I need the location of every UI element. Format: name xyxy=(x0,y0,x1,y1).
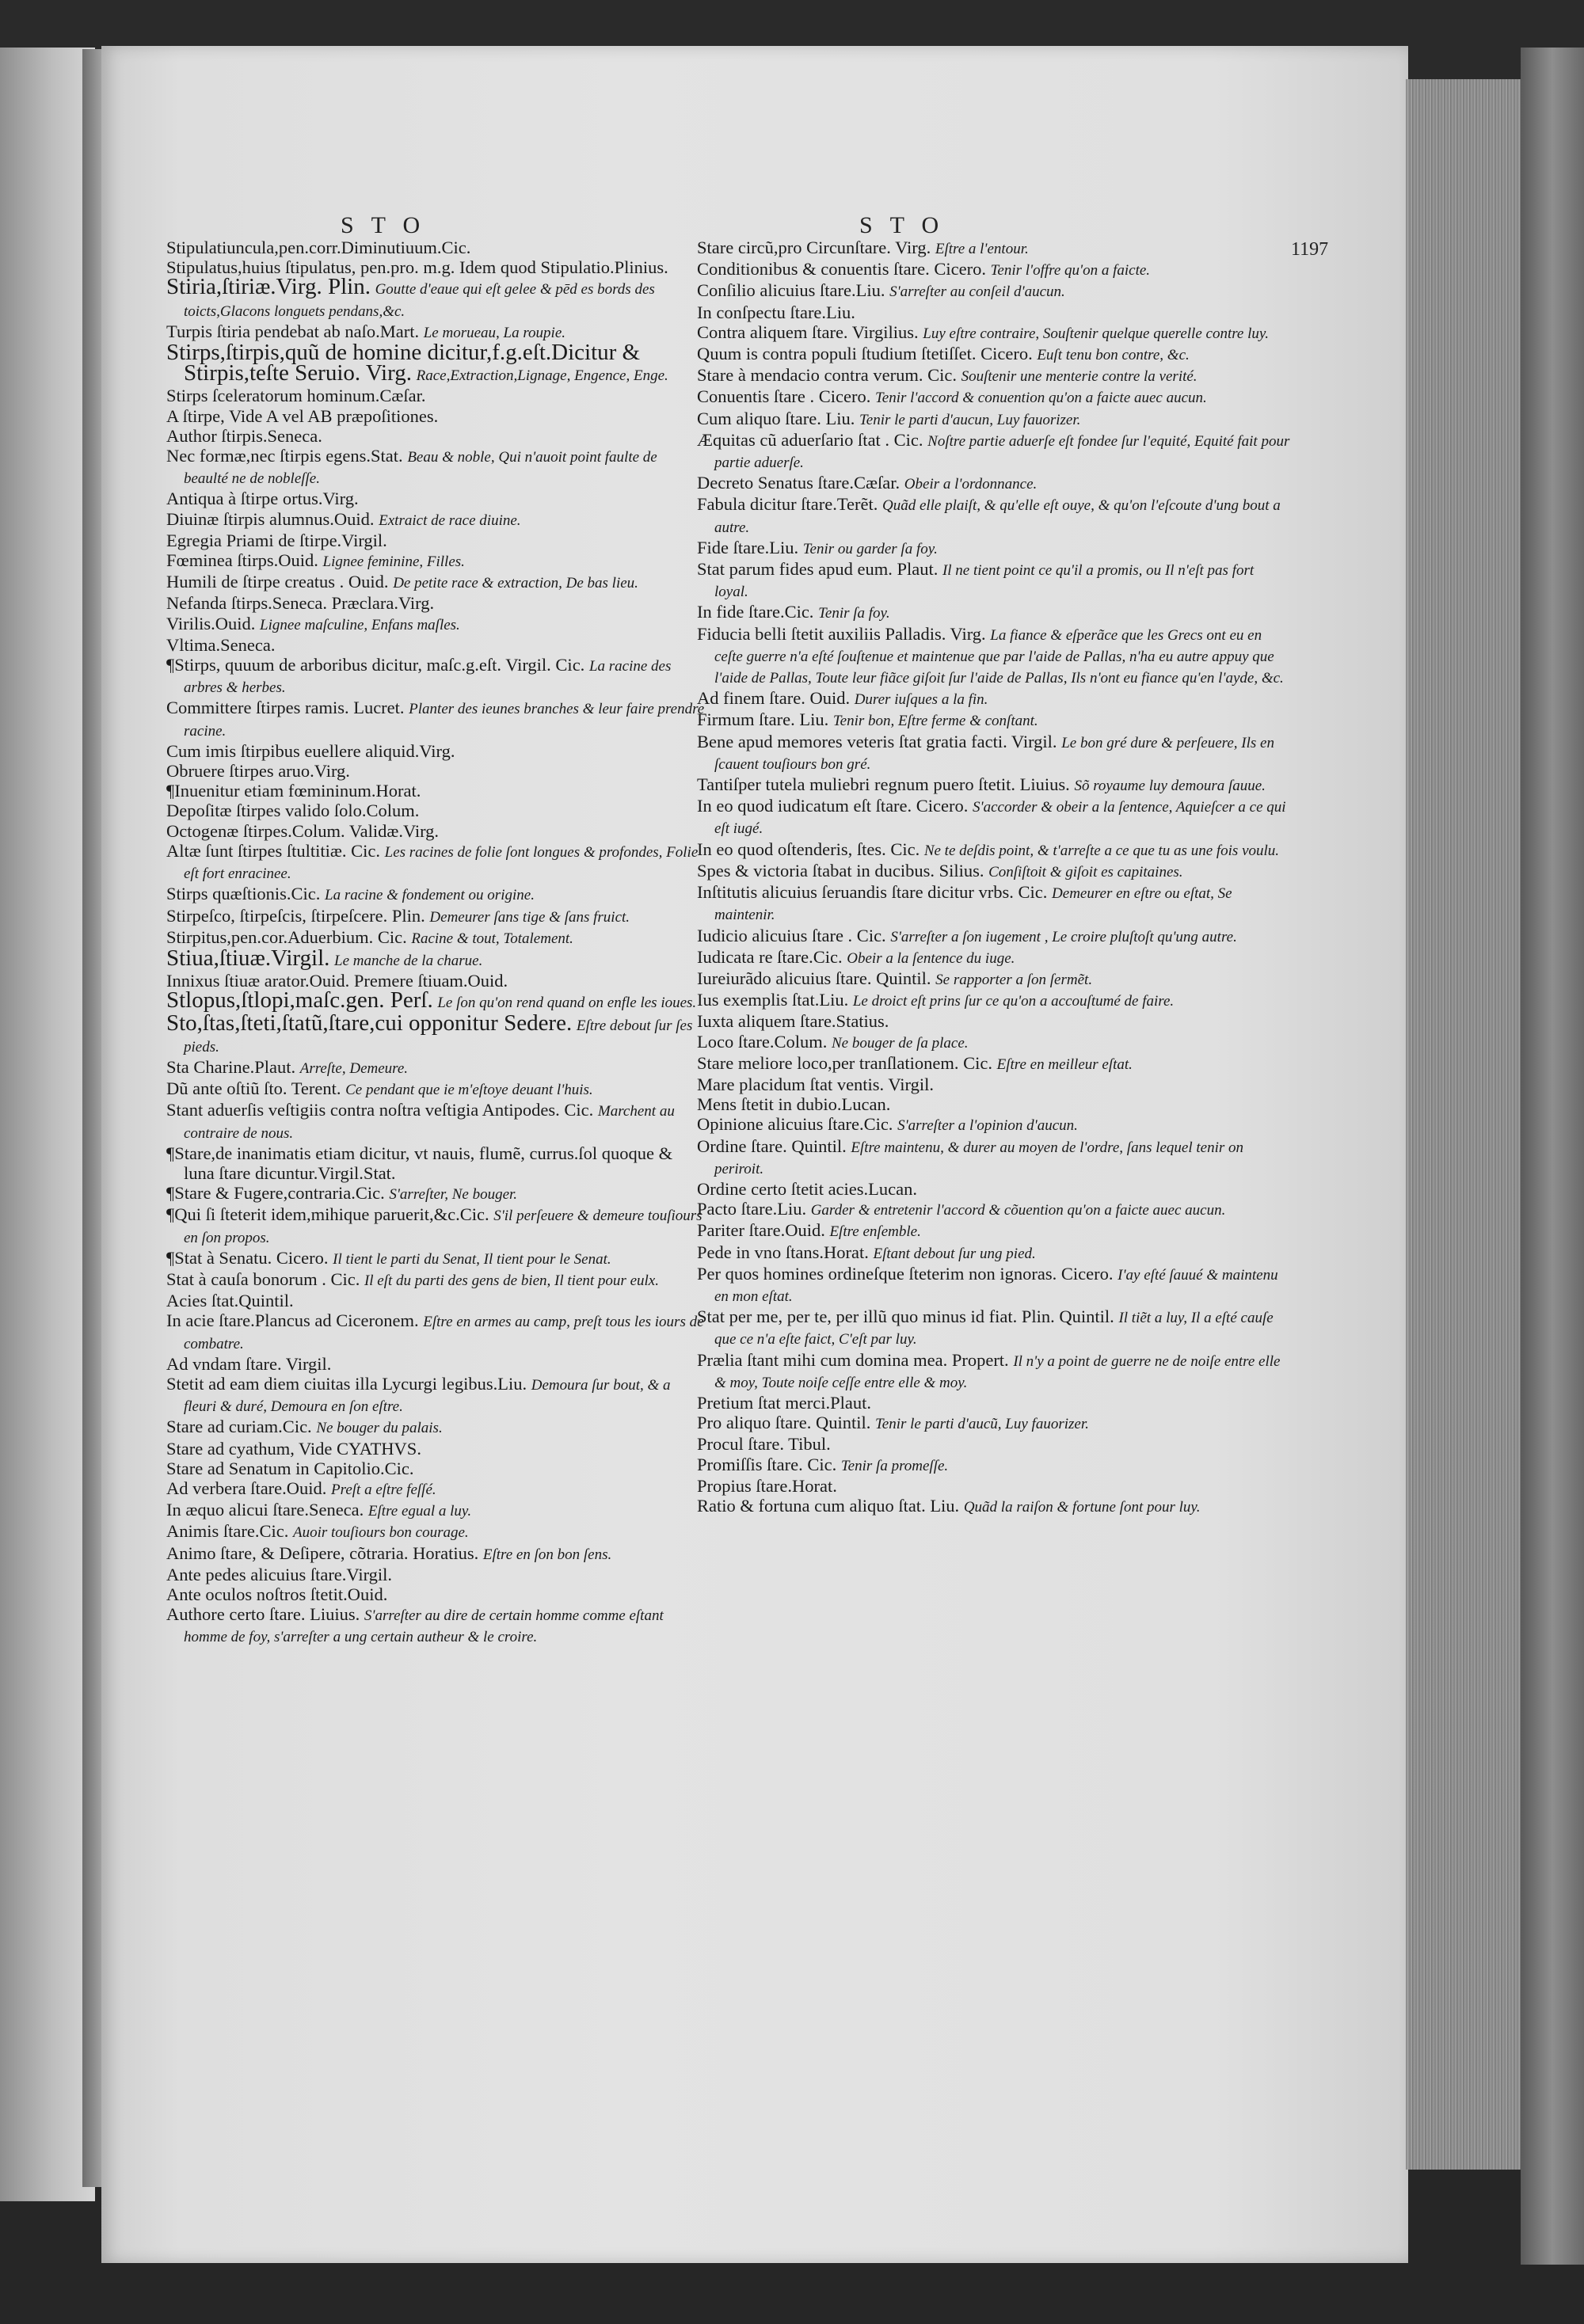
french-gloss: S'arreſter a l'opinion d'aucun. xyxy=(897,1117,1078,1135)
dictionary-entry xyxy=(166,841,705,884)
french-gloss: S'arreſter a ſon iugement , Le croire pluſtoſt qu'ung autre. xyxy=(890,928,1237,945)
latin-text: ¶Inuenitur etiam fœmininum.Horat. xyxy=(166,781,421,801)
dictionary-entry xyxy=(697,1199,1291,1220)
french-gloss: Preſt a eſtre feſſé. xyxy=(331,1481,436,1498)
dictionary-entry xyxy=(166,1500,705,1521)
dictionary-entry xyxy=(166,1584,705,1604)
dictionary-entry xyxy=(697,344,1291,365)
dictionary-entry xyxy=(697,538,1291,559)
french-gloss: Eſtre maintenu, & durer au moyen de l'ordre, ſans lequel tenir on periroit. xyxy=(714,1139,1244,1177)
dictionary-entry xyxy=(697,1075,1291,1094)
latin-text: Pede in vno ſtans.Horat. xyxy=(697,1242,869,1262)
french-gloss: Eſtre en ſon bon ſens. xyxy=(482,1546,612,1563)
dictionary-entry xyxy=(166,1310,705,1353)
latin-text: Stant aduerſis veſtigiis contra noſtra veſtigia Antipodes. Cic. xyxy=(166,1100,594,1120)
french-gloss: Sõ royaume luy demoura ſauue. xyxy=(1074,778,1266,795)
latin-text: Pariter ſtare.Ouid. xyxy=(697,1220,825,1241)
latin-text: Stirps ſceleratorum hominum.Cæſar. xyxy=(166,386,426,406)
french-gloss: S'accorder & obeir a la ſentence, Aquieſcer a ce qui eſt iugé. xyxy=(714,799,1286,838)
dictionary-entry xyxy=(166,274,705,321)
latin-text: Opinione alicuius ſtare.Cic. xyxy=(697,1114,893,1135)
french-gloss: Noſtre partie aduerſe eſt fondee ſur l'equité, Equité fait pour partie aduerſe. xyxy=(714,432,1290,472)
dictionary-entry xyxy=(166,698,705,740)
latin-text: Obruere ſtirpes aruo.Virg. xyxy=(166,761,350,782)
dictionary-entry xyxy=(697,882,1291,925)
dictionary-entry xyxy=(166,655,705,698)
latin-text: Nefanda ſtirps.Seneca. Præclara.Virg. xyxy=(166,593,435,614)
latin-text: Æquitas cũ aduerſario ſtat . Cic. xyxy=(697,429,923,450)
french-gloss: Obeir a l'ordonnance. xyxy=(904,476,1038,493)
latin-text: Sto,ſtas,ſteti,ſtatũ,ſtare,cui opponitur Sedere. xyxy=(166,1010,573,1036)
latin-text: Stipulatiuncula,pen.corr.Diminutiuum.Cic. xyxy=(166,238,471,257)
latin-text: Loco ſtare.Colum. xyxy=(697,1031,828,1052)
latin-text: Mare placidum ſtat ventis. Virgil. xyxy=(697,1074,935,1094)
latin-text: Innixus ſtiuæ arator.Ouid. Premere ſtiuam.Ouid. xyxy=(166,971,508,991)
latin-text: Humili de ſtirpe creatus . Ouid. xyxy=(166,572,389,592)
french-gloss: Le droict eſt prins ſur ce qu'on a accouſtumé de faire. xyxy=(852,993,1175,1010)
dictionary-entry xyxy=(166,821,705,841)
facing-page-edge xyxy=(0,48,95,2201)
french-gloss: Ne bouger de ſa place. xyxy=(831,1034,969,1052)
latin-text: Stirpeſco, ſtirpeſcis, ſtirpeſcere. Plin. xyxy=(166,905,425,926)
latin-text: In conſpectu ſtare.Liu. xyxy=(697,302,855,322)
dictionary-entry xyxy=(166,340,705,386)
french-gloss: Tenir ſa foy. xyxy=(818,605,890,622)
latin-text: Decreto Senatus ſtare.Cæſar. xyxy=(697,473,901,493)
latin-text: Ante pedes alicuius ſtare.Virgil. xyxy=(166,1564,393,1584)
dictionary-entry xyxy=(697,302,1291,322)
dictionary-entry xyxy=(697,1011,1291,1031)
french-gloss: La racine & fondement ou origine. xyxy=(325,887,535,904)
dictionary-entry xyxy=(166,884,705,905)
latin-text: Fiducia belli ſtetit auxiliis Palladis. Virg. xyxy=(697,623,986,644)
latin-text: Iudicio alicuius ſtare . Cic. xyxy=(697,925,886,945)
dictionary-entry xyxy=(166,1374,705,1417)
dictionary-entry xyxy=(166,550,705,572)
latin-text: Iureiurãdo alicuius ſtare. Quintil. xyxy=(697,968,931,988)
dictionary-entry xyxy=(166,489,705,508)
latin-text: Iudicata re ſtare.Cic. xyxy=(697,946,843,967)
latin-text: Sta Charine.Plaut. xyxy=(166,1056,296,1077)
french-gloss: Souſtenir une menterie contre la verité. xyxy=(961,368,1198,386)
latin-text: Mens ſtetit in dubio.Lucan. xyxy=(697,1094,891,1115)
latin-text: Bene apud memores veteris ſtat gratia facti. Virgil. xyxy=(697,731,1057,751)
dictionary-entry xyxy=(166,1439,705,1459)
latin-text: In eo quod iudicatum eſt ſtare. Cicero. xyxy=(697,796,969,816)
dictionary-entry xyxy=(697,280,1291,302)
dictionary-entry xyxy=(697,386,1291,408)
page-edges xyxy=(1406,79,1525,2170)
latin-text: ¶Qui ſi ſteterit idem,mihique paruerit,&c.Cic. xyxy=(166,1204,489,1225)
latin-text: Iuxta aliquem ſtare.Statius. xyxy=(697,1011,889,1032)
french-gloss: Le ſon qu'on rend quand on enfle les ioues. xyxy=(437,995,697,1012)
french-gloss: S'arreſter au dire de certain homme comme eſtant homme de foy, s'arreſter a ung certain autheur & le croire. xyxy=(184,1607,664,1646)
latin-text: Egregia Priami de ſtirpe.Virgil. xyxy=(166,530,387,550)
latin-text: Stiua,ſtiuæ.Virgil. xyxy=(166,945,330,971)
french-gloss: S'il perſeuere & demeure touſiours en ſon propos. xyxy=(184,1208,703,1246)
french-gloss: Le manche de la charue. xyxy=(334,952,483,969)
dictionary-entry xyxy=(697,602,1291,623)
dictionary-entry xyxy=(166,406,705,426)
latin-text: Stetit ad eam diem ciuitas illa Lycurgi legibus.Liu. xyxy=(166,1373,527,1394)
running-head-left: STO xyxy=(341,212,438,238)
french-gloss: Eſtre en meilleur eſtat. xyxy=(996,1055,1133,1073)
french-gloss: Durer iuſques a la fin. xyxy=(854,691,988,709)
french-gloss: Le morueau, La roupie. xyxy=(423,324,566,341)
latin-text: Stat parum fides apud eum. Plaut. xyxy=(697,559,939,580)
dictionary-entry xyxy=(166,1183,705,1204)
french-gloss: Il n'y a point de guerre ne de noiſe entre elle & moy, Toute noiſe ceſſe entre elle & moy. xyxy=(714,1352,1281,1391)
dictionary-entry xyxy=(166,572,705,593)
dictionary-entry xyxy=(697,1307,1291,1349)
dictionary-entry xyxy=(166,238,705,257)
latin-text: Stirps,ſtirpis,quũ de homine dicitur,f.g.eſt.Dicitur & Stirpis,teſte Seruio. Virg. xyxy=(166,340,641,386)
dictionary-entry xyxy=(697,1455,1291,1476)
latin-text: Author ſtirpis.Seneca. xyxy=(166,425,322,446)
latin-text: Cum imis ſtirpibus euellere aliquid.Virg. xyxy=(166,740,455,761)
french-gloss: Beau & noble, Qui n'auoit point faulte de beaulté ne de nobleſſe. xyxy=(184,449,657,488)
latin-text: Procul ſtare. Tibul. xyxy=(697,1434,831,1455)
dictionary-entry xyxy=(166,781,705,801)
dictionary-entry xyxy=(697,365,1291,386)
latin-text: Stirps quæſtionis.Cic. xyxy=(166,884,321,904)
dictionary-entry xyxy=(697,473,1291,494)
latin-text: Firmum ſtare. Liu. xyxy=(697,709,829,730)
french-gloss: Quãd elle plaiſt, & qu'elle eſt ouye, & qu'on l'eſcoute d'ung bout a autre. xyxy=(714,497,1281,536)
latin-text: Stat à cauſa bonorum . Cic. xyxy=(166,1269,360,1289)
french-gloss: Il ne tient point ce qu'il a promis, ou Il n'eſt pas fort loyal. xyxy=(714,562,1255,601)
french-gloss: Planter des ieunes branches & leur faire prendre racine. xyxy=(184,701,705,740)
latin-text: Stlopus,ſtlopi,maſc.gen. Perſ. xyxy=(166,987,433,1014)
french-gloss: Eſtre debout ſur ſes pieds. xyxy=(184,1017,693,1055)
dictionary-entry xyxy=(166,635,705,655)
french-gloss: Tenir bon, Eſtre ferme & conſtant. xyxy=(832,713,1038,730)
french-gloss: Ne bouger du palais. xyxy=(316,1420,443,1437)
latin-text: Stare meliore loco,per tranſlationem. Cic. xyxy=(697,1052,992,1073)
french-gloss: Tenir l'accord & conuention qu'on a faicte auec aucun. xyxy=(874,390,1207,407)
french-gloss: Eſtre egual a luy. xyxy=(367,1503,472,1520)
latin-text: Prælia ſtant mihi cum domina mea. Propert. xyxy=(697,1349,1009,1370)
dictionary-entry xyxy=(166,1604,705,1647)
dictionary-entry xyxy=(697,1242,1291,1264)
dictionary-entry xyxy=(697,409,1291,430)
french-gloss: Demeurer ſans tige & ſans fruict. xyxy=(429,908,630,926)
dictionary-entry xyxy=(166,1078,705,1100)
french-gloss: Eſtre a l'entour. xyxy=(935,241,1029,257)
french-gloss: Race,Extraction,Lignage, Engence, Enge. xyxy=(416,367,668,385)
french-gloss: Ne te deſdis point, & t'arreſte a ce que tu as une fois voulu. xyxy=(923,842,1280,859)
latin-text: Ius exemplis ſtat.Liu. xyxy=(697,990,849,1010)
dictionary-entry xyxy=(697,1094,1291,1114)
french-gloss: Garder & entretenir l'accord & cõuention qu'on a faicte auec aucun. xyxy=(810,1202,1226,1219)
dictionary-entry xyxy=(166,1010,705,1057)
dictionary-entry xyxy=(166,1143,705,1183)
latin-text: Spes & victoria ſtabat in ducibus. Silius. xyxy=(697,860,984,881)
dictionary-entry xyxy=(166,1459,705,1478)
dictionary-entry xyxy=(697,709,1291,731)
dictionary-entry xyxy=(697,968,1291,990)
latin-text: Ante oculos noſtros ſtetit.Ouid. xyxy=(166,1584,388,1604)
dictionary-entry xyxy=(697,732,1291,774)
dictionary-entry xyxy=(697,774,1291,796)
french-gloss: S'arreſter, Ne bouger. xyxy=(389,1186,518,1204)
french-gloss: Les racines de folie ſont longues & profondes, Folie eſt fort enracinee. xyxy=(184,843,699,883)
latin-text: Propius ſtare.Horat. xyxy=(697,1475,837,1496)
latin-text: Stare ad cyathum, Vide CYATHVS. xyxy=(166,1438,421,1459)
latin-text: In fide ſtare.Cic. xyxy=(697,602,814,622)
dictionary-entry xyxy=(166,1417,705,1438)
french-gloss: Le bon gré dure & perſeuere, Ils en ſcauent touſiours bon gré. xyxy=(714,734,1274,773)
french-gloss: Tenir le parti d'aucun, Luy fauorizer. xyxy=(859,411,1081,428)
dictionary-entry xyxy=(697,559,1291,602)
dictionary-entry xyxy=(166,509,705,531)
latin-text: Ratio & fortuna cum aliquo ſtat. Liu. xyxy=(697,1495,960,1516)
book-cover-board xyxy=(1521,48,1584,2265)
dictionary-entry xyxy=(166,446,705,489)
dictionary-entry xyxy=(166,1057,705,1078)
dictionary-entry xyxy=(697,1350,1291,1393)
latin-text: Authore certo ſtare. Liuius. xyxy=(166,1604,360,1625)
dictionary-entry xyxy=(697,796,1291,839)
french-gloss: Obeir a la ſentence du iuge. xyxy=(847,949,1015,967)
dictionary-entry xyxy=(166,426,705,446)
latin-text: Pro aliquo ſtare. Quintil. xyxy=(697,1413,871,1433)
dictionary-entry xyxy=(166,741,705,761)
latin-text: Conditionibus & conuentis ſtare. Cicero. xyxy=(697,259,986,280)
french-gloss: Luy eſtre contraire, Souſtenir quelque querelle contre luy. xyxy=(923,325,1270,342)
dictionary-entry xyxy=(697,1114,1291,1135)
latin-text: Diuinæ ſtirpis alumnus.Ouid. xyxy=(166,508,375,529)
latin-text: Conuentis ſtare . Cicero. xyxy=(697,386,871,407)
dictionary-entry xyxy=(697,1476,1291,1496)
dictionary-entry xyxy=(166,1100,705,1143)
french-gloss: Arreſte, Demeure. xyxy=(299,1059,409,1077)
french-gloss: De petite race & extraction, De bas lieu. xyxy=(393,575,638,592)
french-gloss: I'ay eſté ſauué & maintenu en mon eſtat. xyxy=(714,1266,1278,1305)
latin-text: ¶Stat à Senatu. Cicero. xyxy=(166,1247,329,1268)
dictionary-entry xyxy=(697,839,1291,861)
latin-text: In eo quod oſtenderis, ſtes. Cic. xyxy=(697,839,920,859)
dictionary-entry xyxy=(697,322,1291,344)
latin-text: Acies ſtat.Quintil. xyxy=(166,1291,294,1311)
latin-text: Stirpitus,pen.cor.Aduerbium. Cic. xyxy=(166,926,407,947)
latin-text: Promiſſis ſtare. Cic. xyxy=(697,1454,837,1474)
dictionary-entry xyxy=(166,945,705,971)
dictionary-entry xyxy=(166,1354,705,1374)
latin-text: Committere ſtirpes ramis. Lucret. xyxy=(166,698,405,718)
french-gloss: Racine & tout, Totalement. xyxy=(411,930,573,947)
latin-text: Contra aliquem ſtare. Virgilius. xyxy=(697,321,919,342)
dictionary-entry xyxy=(166,531,705,550)
latin-text: Per quos homines ordineſque ſteterim non ignoras. Cicero. xyxy=(697,1263,1114,1284)
dictionary-entry xyxy=(697,688,1291,709)
dictionary-entry xyxy=(697,1220,1291,1242)
french-gloss: Conſiſtoit & giſoit es capitaines. xyxy=(988,863,1183,881)
latin-text: Fabula dicitur ſtare.Terẽt. xyxy=(697,494,878,515)
french-gloss: Demoura ſur bout, & a fleuri & duré, Demoura en ſon eſtre. xyxy=(184,1376,671,1416)
french-gloss: S'arreſter au conſeil d'aucun. xyxy=(889,283,1065,301)
latin-text: Stare à mendacio contra verum. Cic. xyxy=(697,365,957,386)
french-gloss: Lignee maſculine, Enfans maſles. xyxy=(260,616,460,633)
latin-text: Stat per me, per te, per illũ quo minus id fiat. Plin. Quintil. xyxy=(697,1307,1114,1327)
latin-text: ¶Stare & Fugere,contraria.Cic. xyxy=(166,1183,385,1204)
french-gloss: Quãd la raiſon & fortune ſont pour luy. xyxy=(963,1498,1201,1516)
dictionary-entry xyxy=(697,947,1291,968)
french-gloss: Il tiẽt a luy, Il a eſté cauſe que ce n'a eſte faict, C'eſt par luy. xyxy=(714,1310,1274,1348)
latin-text: Ad verbera ſtare.Ouid. xyxy=(166,1478,327,1498)
french-gloss: Il eſt du parti des gens de bien, Il tient pour eulx. xyxy=(364,1272,659,1289)
left-column xyxy=(166,238,705,1648)
dictionary-entry xyxy=(166,593,705,613)
latin-text: Vltima.Seneca. xyxy=(166,634,276,655)
latin-text: Cum aliquo ſtare. Liu. xyxy=(697,408,855,428)
french-gloss: Tenir ou garder ſa foy. xyxy=(802,540,938,557)
latin-text: Pacto ſtare.Liu. xyxy=(697,1199,807,1219)
dictionary-entry xyxy=(166,1269,705,1291)
french-gloss: Extraict de race diuine. xyxy=(379,512,521,529)
french-gloss: Marchent au contraire de nous. xyxy=(184,1103,675,1142)
french-gloss: Tenir le parti d'aucũ, Luy fauorizer. xyxy=(874,1416,1089,1433)
french-gloss: Se rapporter a ſon ſermẽt. xyxy=(935,971,1093,988)
dictionary-entry xyxy=(697,1136,1291,1179)
french-gloss: Eſtant debout ſur ung pied. xyxy=(873,1245,1036,1262)
french-gloss: La fiance & eſperãce que les Grecs ont eu en ceſte guerre n'a eſté ſouſtenue et maintenue que par l'aide de Pallas, n'ha eu autre appuy que l'aide de Pallas, Toute leur fiãce giſoit ſur l'aide de Pallas, Ils n'ont eu fiance qu'en l'ayde, &c. xyxy=(714,626,1284,687)
dictionary-entry xyxy=(697,259,1291,280)
latin-text: Turpis ſtiria pendebat ab naſo.Mart. xyxy=(166,321,420,341)
latin-text: Stare circũ,pro Circunſtare. Virg. xyxy=(697,238,931,257)
latin-text: Nec formæ,nec ſtirpis egens.Stat. xyxy=(166,446,403,466)
french-gloss: Il tient le parti du Senat, Il tient pour le Senat. xyxy=(333,1250,611,1268)
dictionary-entry xyxy=(697,1264,1291,1307)
latin-text: ¶Stirps, quuum de arboribus dicitur, maſc.g.eſt. Virgil. Cic. xyxy=(166,655,585,675)
latin-text: Ad finem ſtare. Ouid. xyxy=(697,688,851,709)
dictionary-entry xyxy=(166,1248,705,1269)
latin-text: Animis ſtare.Cic. xyxy=(166,1521,289,1542)
dictionary-entry xyxy=(697,238,1291,259)
latin-text: ¶Stare,de inanimatis etiam dicitur, vt nauis, flumẽ, currus.ſol quoque & luna ſtare dicuntur.Virgil.Stat. xyxy=(166,1143,673,1183)
latin-text: Fœminea ſtirps.Ouid. xyxy=(166,550,318,571)
dictionary-entry xyxy=(166,1543,705,1565)
right-column xyxy=(697,238,1291,1517)
latin-text: Altæ ſunt ſtirpes ſtultitiæ. Cic. xyxy=(166,840,381,861)
french-gloss: Tenir ſa promeſſe. xyxy=(840,1457,949,1474)
latin-text: Ad vndam ſtare. Virgil. xyxy=(166,1353,332,1374)
french-gloss: Auoir touſiours bon courage. xyxy=(292,1524,469,1542)
latin-text: Inſtitutis alicuius ſeruandis ſtare dicitur vrbs. Cic. xyxy=(697,882,1048,903)
latin-text: Dũ ante oſtiũ ſto. Terent. xyxy=(166,1078,341,1099)
dictionary-entry xyxy=(697,430,1291,473)
dictionary-entry xyxy=(697,1032,1291,1053)
dictionary-entry xyxy=(166,761,705,781)
french-gloss: Demeurer en eſtre ou eſtat, Se maintenir. xyxy=(714,885,1232,924)
dictionary-entry xyxy=(697,1434,1291,1454)
dictionary-entry xyxy=(166,1565,705,1584)
dictionary-entry xyxy=(697,926,1291,947)
latin-text: Depoſitæ ſtirpes valido ſolo.Colum. xyxy=(166,801,420,821)
latin-text: Animo ſtare, & Deſipere, cõtraria. Horatius. xyxy=(166,1542,479,1563)
latin-text: Stiria,ſtiriæ.Virg. Plin. xyxy=(166,274,371,300)
french-gloss: Tenir l'offre qu'on a faicte. xyxy=(990,262,1151,280)
latin-text: Stare ad curiam.Cic. xyxy=(166,1417,312,1437)
dictionary-entry xyxy=(166,906,705,927)
french-gloss: Ce pendant que ie m'eſtoye deuant l'huis. xyxy=(345,1082,593,1099)
dictionary-entry xyxy=(166,1521,705,1542)
latin-text: A ſtirpe, Vide A vel AB præpoſitiones. xyxy=(166,405,439,426)
latin-text: Stare ad Senatum in Capitolio.Cic. xyxy=(166,1458,414,1478)
dictionary-entry xyxy=(697,624,1291,689)
dictionary-entry xyxy=(697,1413,1291,1434)
latin-text: Ordine certo ſtetit acies.Lucan. xyxy=(697,1178,917,1199)
latin-text: Tantiſper tutela muliebri regnum puero ſtetit. Liuius. xyxy=(697,774,1070,795)
french-gloss: La racine des arbres & herbes. xyxy=(184,658,672,697)
dictionary-entry xyxy=(166,614,705,635)
french-gloss: Lignee feminine, Filles. xyxy=(322,553,465,571)
latin-text: Octogenæ ſtirpes.Colum. Validæ.Virg. xyxy=(166,820,440,841)
french-gloss: Euſt tenu bon contre, &c. xyxy=(1037,347,1190,364)
dictionary-entry xyxy=(166,1204,705,1247)
latin-text: In æquo alicui ſtare.Seneca. xyxy=(166,1500,364,1520)
dictionary-entry xyxy=(166,1291,705,1310)
latin-text: In acie ſtare.Plancus ad Ciceronem. xyxy=(166,1310,419,1331)
folio-number: 1197 xyxy=(1291,239,1329,260)
latin-text: Antiqua à ſtirpe ortus.Virg. xyxy=(166,489,359,509)
dictionary-entry xyxy=(697,1053,1291,1075)
dictionary-entry xyxy=(697,861,1291,882)
latin-text: Conſilio alicuius ſtare.Liu. xyxy=(697,280,885,301)
latin-text: Pretium ſtat merci.Plaut. xyxy=(697,1392,871,1413)
latin-text: Stipulatus,huius ſtipulatus, pen.pro. m.g. Idem quod Stipulatio.Plinius. xyxy=(166,257,668,278)
french-gloss: Eſtre enſemble. xyxy=(829,1223,921,1241)
dictionary-entry xyxy=(697,494,1291,537)
french-gloss: Goutte d'eaue qui eſt gelee & pēd es bords des toicts,Glacons longuets pendans,&c. xyxy=(184,281,655,320)
french-gloss: Eſtre en armes au camp, preſt tous les iours de combatre. xyxy=(184,1314,704,1352)
latin-text: Ordine ſtare. Quintil. xyxy=(697,1135,847,1156)
latin-text: Quum is contra populi ſtudium ſtetiſſet. Cicero. xyxy=(697,344,1033,364)
dictionary-entry xyxy=(697,1179,1291,1199)
dictionary-entry xyxy=(166,801,705,820)
dictionary-entry xyxy=(697,1393,1291,1413)
dictionary-entry xyxy=(697,990,1291,1011)
dictionary-entry xyxy=(166,1478,705,1500)
latin-text: Virilis.Ouid. xyxy=(166,613,256,633)
latin-text: Fide ſtare.Liu. xyxy=(697,537,799,557)
dictionary-entry xyxy=(166,386,705,405)
dictionary-entry xyxy=(697,1496,1291,1517)
running-head-right: STO xyxy=(859,212,957,238)
